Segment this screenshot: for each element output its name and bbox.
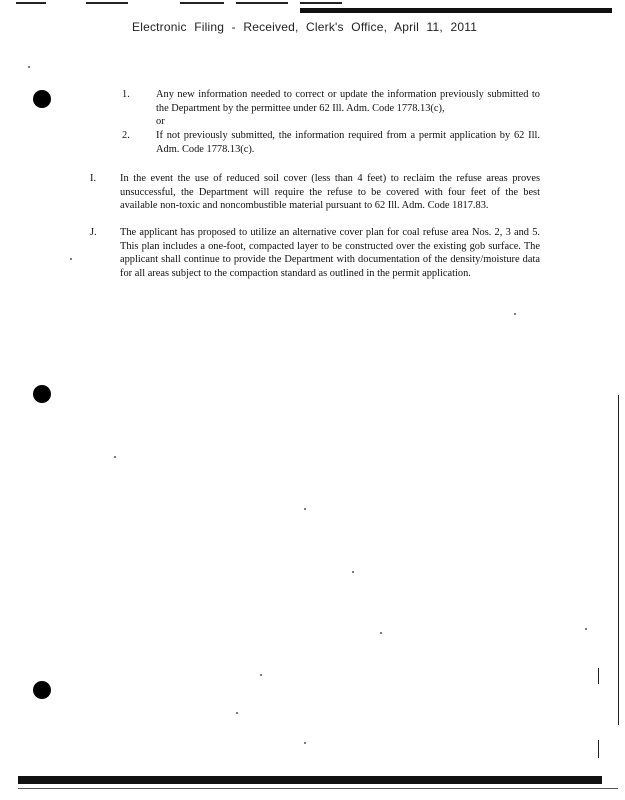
scan-edge-line xyxy=(598,740,599,758)
punch-hole xyxy=(33,90,51,108)
scan-speck xyxy=(352,571,354,573)
scan-speck xyxy=(260,674,262,676)
scan-mark xyxy=(300,2,342,4)
scan-line-bottom xyxy=(18,788,618,789)
scan-mark xyxy=(180,2,224,4)
scan-mark xyxy=(16,2,46,4)
item-letter: J. xyxy=(90,227,97,238)
scan-speck xyxy=(304,742,306,744)
scan-mark xyxy=(236,2,288,4)
scan-speck xyxy=(70,258,72,260)
filing-stamp-header: Electronic Filing - Received, Clerk's Office, April 11, 2011 xyxy=(132,20,478,34)
sub-item-connector: or xyxy=(156,116,165,127)
punch-hole xyxy=(33,385,51,403)
item-text: In the event the use of reduced soil cover (less than 4 feet) to reclaim the refuse areas proves unsuccessful, the Department will require the refuse to be covered with four feet of the best available non-toxic and noncombustible material pursuant to 62 Ill. Adm. Code 1817.83. xyxy=(120,173,540,212)
punch-hole xyxy=(33,681,51,699)
scan-speck xyxy=(380,632,382,634)
scan-speck xyxy=(585,628,587,630)
scan-edge-line xyxy=(598,668,599,684)
sub-item-text: If not previously submitted, the information required from a permit application by 62 Ill. Adm. Code 1778.13(c). xyxy=(156,130,540,155)
scan-bar-bottom xyxy=(18,776,602,784)
sub-item-number: 1. xyxy=(122,89,130,100)
scan-speck xyxy=(514,313,516,315)
scan-speck xyxy=(236,712,238,714)
scan-speck xyxy=(304,508,306,510)
item-letter: I. xyxy=(90,173,97,184)
sub-item-number: 2. xyxy=(122,130,130,141)
item-text: The applicant has proposed to utilize an alternative cover plan for coal refuse area Nos. 2, 3 and 5. This plan includes a one-foot, compacted layer to be constructed over the existing gob surface. The applicant shall continue to provide the Department with documentation of the density/moisture data for all areas subject to the compaction standard as outlined in the permit application. xyxy=(120,227,540,279)
scan-speck xyxy=(114,456,116,458)
scan-speck xyxy=(28,66,30,68)
scan-mark xyxy=(86,2,128,4)
scan-bar-top xyxy=(300,8,612,13)
sub-item-text: Any new information needed to correct or update the information previously submitted to the Department by the permittee under 62 Ill. Adm. Code 1778.13(c), xyxy=(156,89,540,114)
scan-edge-line xyxy=(618,395,619,725)
